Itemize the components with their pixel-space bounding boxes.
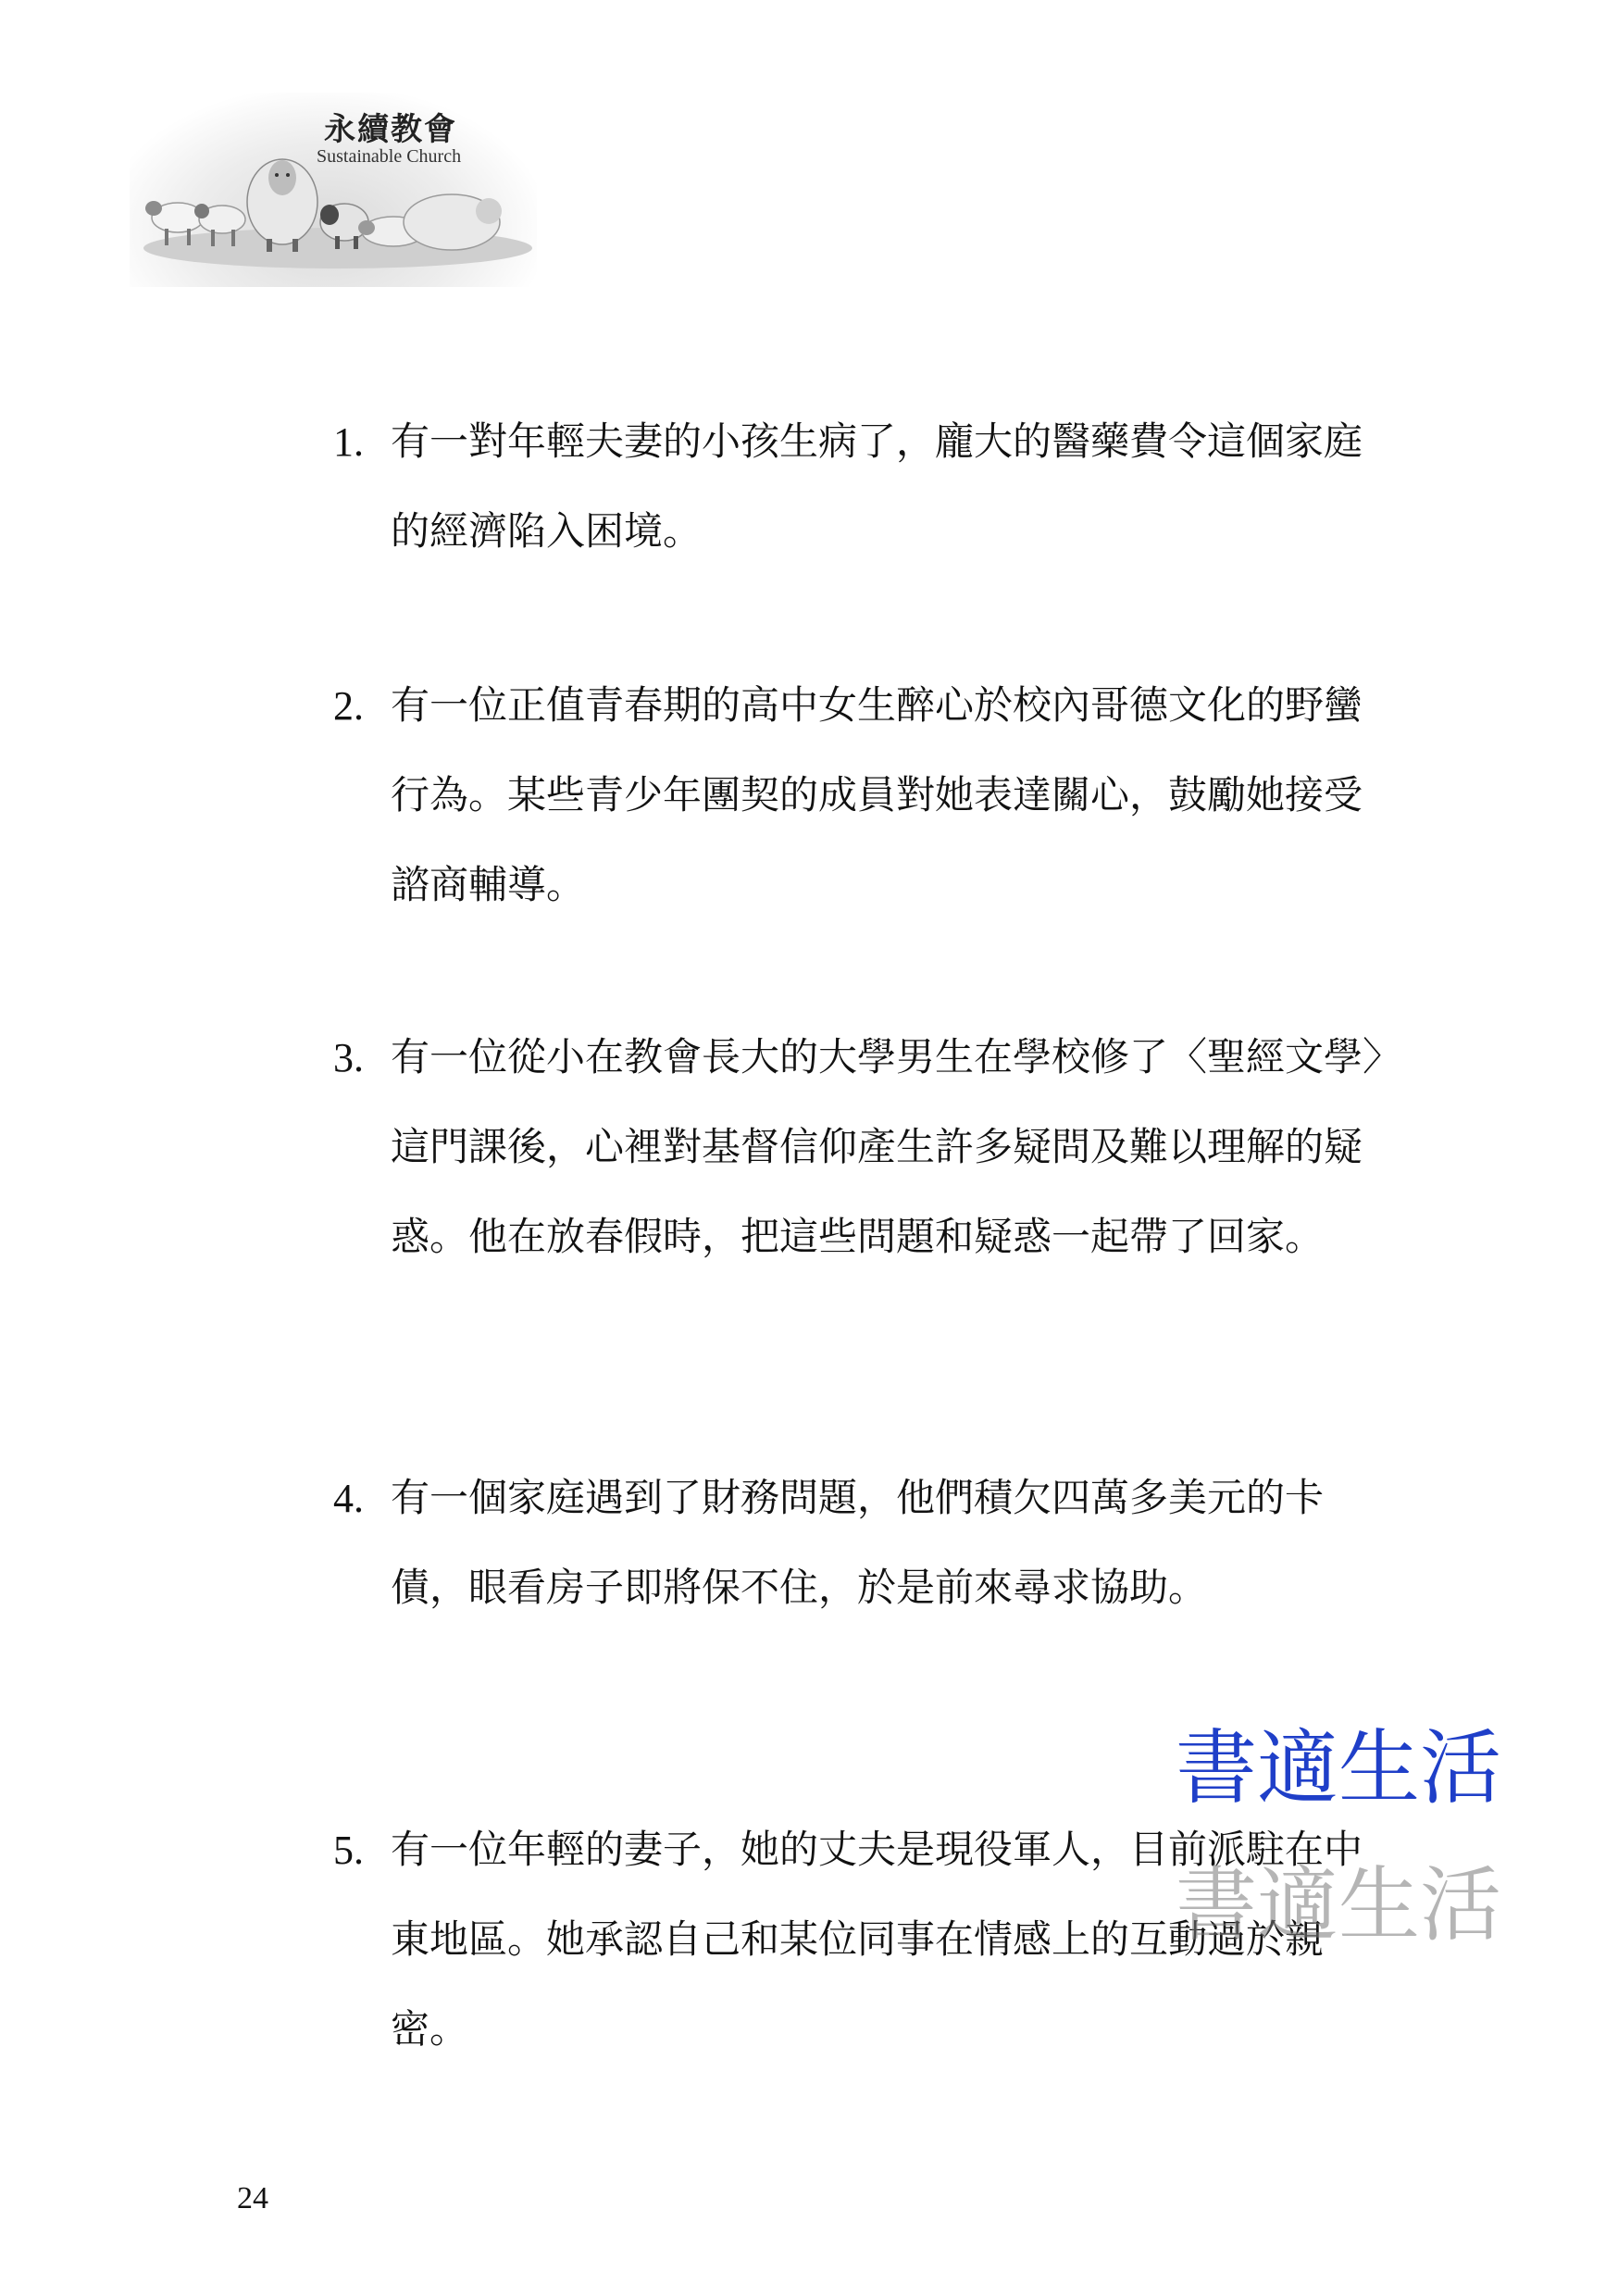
item-text: 有一位正值青春期的高中女生醉心於校內哥德文化的野蠻行為。某些青少年團契的成員對她表達關心，鼓勵她接受諮商輔導。 — [391, 682, 1363, 907]
logo-title: 永續教會 — [324, 111, 457, 148]
item-text: 有一對年輕夫妻的小孩生病了，龐大的醫藥費令這個家庭的經濟陷入困境。 — [391, 418, 1363, 554]
item-text: 有一個家庭遇到了財務問題，他們積欠四萬多美元的卡債，眼看房子即將保不住，於是前來尋求協助。 — [391, 1475, 1325, 1610]
item-number: 1. — [333, 419, 364, 465]
item-number: 2. — [333, 683, 364, 729]
church-logo — [130, 93, 537, 287]
item-number: 5. — [333, 1828, 364, 1873]
item-number: 3. — [333, 1035, 364, 1080]
item-text: 有一位從小在教會長大的大學男生在學校修了〈聖經文學〉這門課後，心裡對基督信仰產生許多疑問及難以理解的疑惑。他在放春假時，把這些問題和疑惑一起帶了回家。 — [391, 1034, 1383, 1259]
watermark-primary: 書適生活 — [1176, 1720, 1502, 1816]
logo-subtitle: Sustainable Church — [317, 146, 462, 167]
item-number: 4. — [333, 1476, 364, 1521]
watermark-secondary: 書適生活 — [1176, 1857, 1502, 1953]
page-number: 24 — [237, 2181, 268, 2215]
item-text: 有一位年輕的妻子，她的丈夫是現役軍人，目前派駐在中東地區。她承認自己和某位同事在情感上的互動過於親密。 — [391, 1827, 1363, 2052]
